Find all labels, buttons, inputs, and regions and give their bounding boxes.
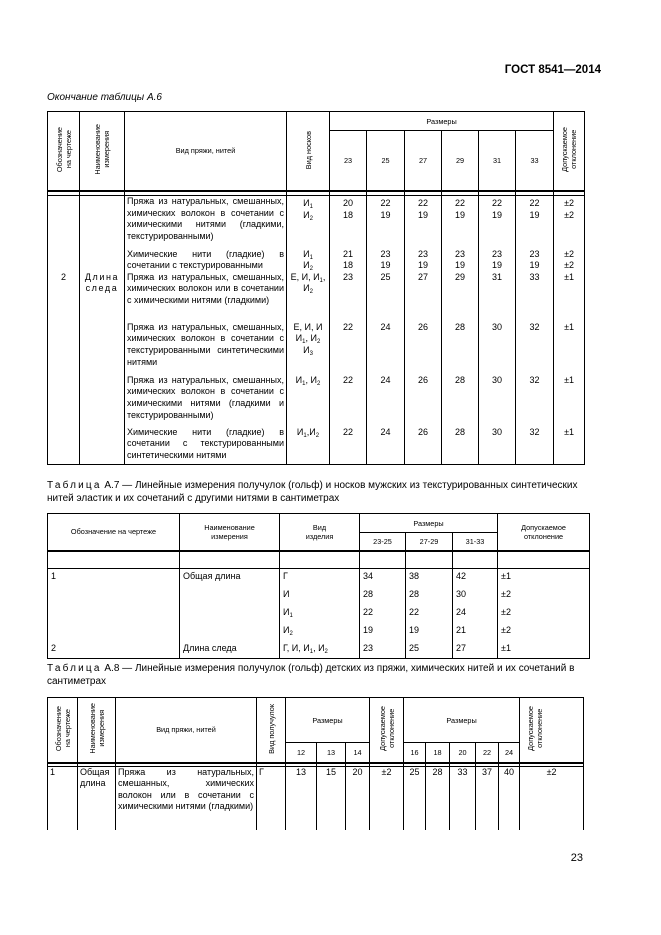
table-row: Химические нити (гладкие) в сочетании с текстурированными $И_1$ 21 23 23 23 23 23 ±2 xyxy=(48,246,585,261)
header-designation: Обозначение на чертеже xyxy=(48,698,78,763)
table-row: 2 Длина следа Г, И, $И_1$, $И_2$ 23 25 27 ±1 xyxy=(48,641,590,659)
header-measure-name: Наименование измерения xyxy=(78,698,116,763)
table-row: $И_2$ 19 19 21 ±2 xyxy=(48,623,590,641)
header-measure-name: Наименование измерения xyxy=(180,514,280,551)
designation-cell: 2 xyxy=(48,272,80,320)
table-row: И 28 28 30 ±2 xyxy=(48,587,590,605)
size-col: 23 xyxy=(330,131,367,191)
size-col: 20 xyxy=(450,743,476,763)
yarn-type-cell: Пряжа из натуральных, смешанных, химических волокон или в сочетании с химическими нитями (гладкими) xyxy=(116,767,257,830)
table-row: 1 Общая длина Пряжа из натуральных, смешанных, химических волокон или в сочетании с химическими нитями (гладкими) Г 13 15 20 ±2 25 28 33 37 40 ±2 xyxy=(48,767,584,830)
table-row: 2 Длина следа Пряжа из натуральных, смешанных, химических волокон или в сочетании с химическими нитями (гладкими) Е, И, $И_1$, $И_2$ 23 25 27 29 31 33 ±1 xyxy=(48,272,585,320)
table-row: Пряжа из натуральных, смешанных, химических волокон в сочетании с химическими нитями (гладкими, текстурированными) $И_1$ 20 22 22 22 22 22 ±2 xyxy=(48,196,585,210)
header-sizes: Размеры xyxy=(330,112,554,131)
page-number: 23 xyxy=(570,852,583,864)
header-tolerance-1: Допускаемое отклонение xyxy=(370,698,404,763)
size-col: 33 xyxy=(516,131,554,191)
size-col: 27-29 xyxy=(406,533,453,551)
header-product-type: Вид изделия xyxy=(280,514,360,551)
size-col: 18 xyxy=(426,743,450,763)
yarn-type-cell: Пряжа из натуральных, смешанных, химических волокон в сочетании с химическими нитями (гладкими, текстурированными) xyxy=(125,196,287,246)
size-col: 13 xyxy=(317,743,346,763)
header-sock-type: Вид носков xyxy=(287,112,330,191)
table-row: $И_2$ 18 19 19 19 19 19 ±2 xyxy=(48,260,585,272)
table-row: 1 Общая длина Г 34 38 42 ±1 xyxy=(48,569,590,587)
header-tolerance: Допускаемое отклонение xyxy=(554,112,585,191)
table-row: Пряжа из натуральных, смешанных, химических волокон в сочетании с химическими нитями (гладкими и текстурированными) $И_1$, $И_2$ 22 24 26 28 30 32 ±1 xyxy=(48,373,585,425)
size-col: 22 xyxy=(476,743,499,763)
header-tolerance: Допускаемое отклонение xyxy=(498,514,590,551)
header-sizes-2: Размеры xyxy=(404,698,520,743)
header-designation: Обозначение на чертеже xyxy=(48,112,80,191)
header-designation: Обозначение на чертеже xyxy=(48,514,180,551)
header-measure-name: Наименование измерения xyxy=(80,112,125,191)
measure-name-cell: Длина следа xyxy=(80,272,125,320)
yarn-type-cell: Пряжа из натуральных, смешанных, химических волокон в сочетании с химическими нитями (гладкими и текстурированными) xyxy=(125,373,287,425)
size-col: 16 xyxy=(404,743,426,763)
table-a8-caption: Таблица А.8 — Линейные измерения получулок (гольф) детских из пряжи, химических нитей и их сочетаний в сантиметрах xyxy=(47,663,575,687)
table-row: $И_2$ 18 19 19 19 19 19 ±2 xyxy=(48,210,585,246)
header-tolerance-2: Допускаемое отклонение xyxy=(520,698,584,763)
yarn-type-cell: Химические нити (гладкие) в сочетании с текстурированными xyxy=(125,246,287,272)
size-col: 23-25 xyxy=(360,533,406,551)
table-a8 xyxy=(47,697,584,830)
yarn-type-cell: Пряжа из натуральных, смешанных, химических волокон или в сочетании с химическими нитями (гладкими) xyxy=(125,272,287,320)
size-col: 31 xyxy=(479,131,516,191)
size-col: 25 xyxy=(367,131,405,191)
size-col: 29 xyxy=(442,131,479,191)
header-yarn-type: Вид пряжи, нитей xyxy=(125,112,287,191)
yarn-type-cell: Пряжа из натуральных, смешанных, химических волокон в сочетании с текстурированными синтетическими нитями xyxy=(125,320,287,373)
yarn-type-cell: Химические нити (гладкие) в сочетании с текстурированными синтетическими нитями xyxy=(125,425,287,465)
size-col: 31-33 xyxy=(453,533,498,551)
document-code: ГОСТ 8541—2014 xyxy=(504,64,601,76)
header-yarn-type: Вид пряжи, нитей xyxy=(116,698,257,763)
size-col: 14 xyxy=(346,743,370,763)
table-a6 xyxy=(47,111,585,465)
table-row: Химические нити (гладкие) в сочетании с текстурированными синтетическими нитями $И_1,И_2$ 22 24 26 28 30 32 ±1 xyxy=(48,425,585,465)
table-row: $И_1$ 22 22 24 ±2 xyxy=(48,605,590,623)
table-a7 xyxy=(47,513,590,659)
header-product-type: Вид получулок xyxy=(257,698,286,763)
size-col: 12 xyxy=(286,743,317,763)
table-row: Пряжа из натуральных, смешанных, химических волокон в сочетании с текстурированными синтетическими нитями Е, И, И $И_1$, $И_2$ $И_3$ 22 24 26 28 30 32 ±1 xyxy=(48,320,585,373)
table-a7-caption: Таблица А.7 — Линейные измерения получулок (гольф) и носков мужских из текстурированных синтетических нитей эластик и их сочетаний с другими нитями в сантиметрах xyxy=(47,480,578,504)
header-sizes: Размеры xyxy=(360,514,498,533)
size-col: 27 xyxy=(405,131,442,191)
header-sizes-1: Размеры xyxy=(286,698,370,743)
table-a6-caption: Окончание таблицы А.6 xyxy=(47,92,162,103)
size-col: 24 xyxy=(499,743,520,763)
